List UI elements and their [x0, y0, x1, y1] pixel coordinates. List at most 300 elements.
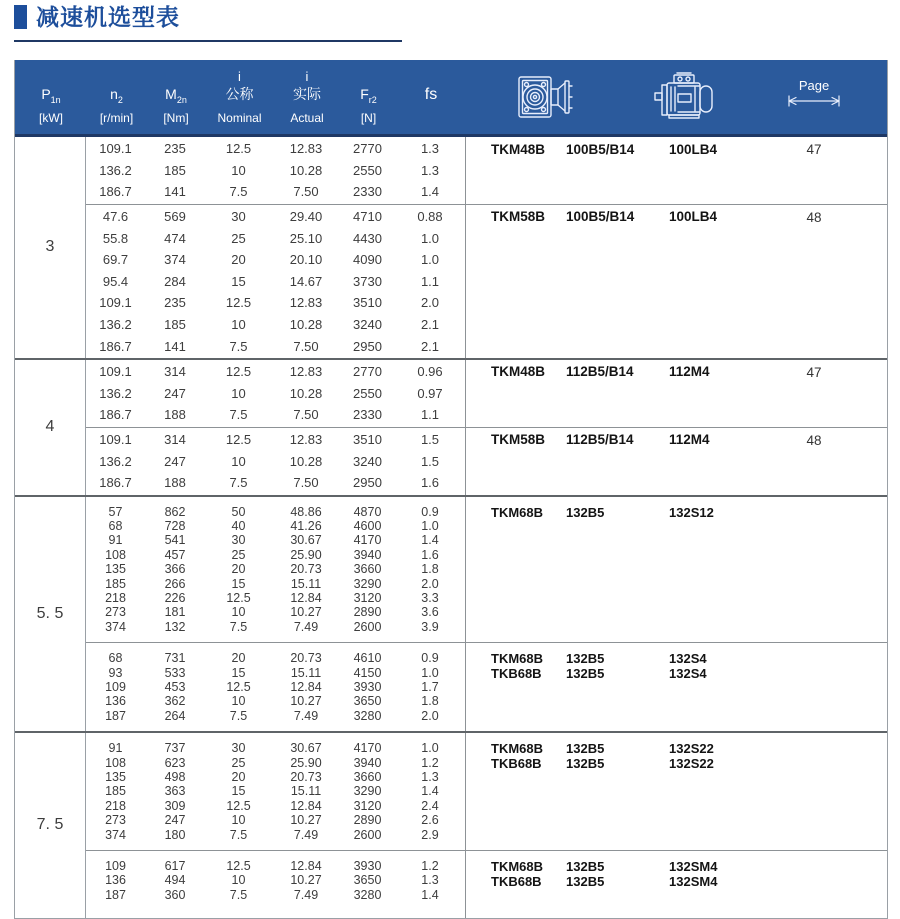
data-cell: 135: [105, 769, 126, 784]
gearbox-model: TKB68B: [491, 665, 542, 681]
flange-size: 132B5: [566, 651, 605, 667]
data-cell: 1.5: [420, 453, 440, 469]
motor-model: 132SM4: [669, 858, 718, 874]
table-row: [86, 709, 465, 723]
gearbox-model: TKB68B: [491, 755, 542, 771]
table-row: [86, 665, 465, 679]
data-cell: 185: [164, 317, 186, 333]
data-cell: 20.73: [290, 562, 322, 577]
data-cell: 20: [231, 252, 246, 268]
data-cell: 15: [231, 784, 246, 799]
data-cell: 737: [164, 741, 186, 756]
data-cell: 48.86: [290, 504, 322, 519]
table-row: [86, 505, 465, 519]
data-cell: 7.49: [293, 887, 319, 902]
data-cell: 20: [231, 769, 246, 784]
data-cell: 2.6: [421, 813, 439, 828]
model-row: [491, 666, 887, 681]
data-cell: 235: [164, 295, 186, 311]
data-cell: 55.8: [102, 230, 129, 246]
data-cell: 0.96: [417, 364, 443, 380]
col-header-unit: [Nm]: [163, 111, 189, 125]
data-cell: 10: [231, 453, 246, 469]
data-cell: 1.4: [420, 184, 440, 200]
section-blocks: [86, 733, 887, 918]
data-cell: 47.6: [102, 209, 129, 225]
flange-size: 112B5/B14: [566, 364, 634, 380]
power-value: 7. 5: [15, 733, 86, 918]
gearbox-model: TKM58B: [491, 432, 546, 448]
data-cell: 7.5: [229, 475, 248, 491]
table-row: [86, 548, 465, 562]
data-cell: 1.0: [420, 230, 440, 246]
data-cell: 226: [164, 591, 186, 606]
data-cell: 10.27: [290, 873, 322, 888]
data-cell: 728: [164, 519, 186, 534]
model-row: [491, 741, 887, 756]
table-row: [86, 429, 465, 451]
data-cell: 1.1: [420, 407, 440, 423]
motor-model: 132S12: [669, 504, 714, 520]
data-cell: 4170: [353, 533, 382, 548]
motor-model: 132S22: [669, 755, 714, 771]
data-rows: [86, 428, 465, 495]
data-cell: 0.88: [417, 209, 443, 225]
data-cell: 7.5: [229, 708, 248, 723]
data-cell: 731: [164, 651, 186, 666]
power-value: 4: [15, 360, 86, 495]
table-row: [86, 770, 465, 784]
data-cell: 569: [164, 209, 186, 225]
data-cell: 2.1: [420, 338, 440, 354]
col-header-symbol: $F_{r2}$: [360, 86, 377, 105]
data-cell: 12.83: [289, 295, 323, 311]
col-header-top: i: [238, 69, 241, 85]
data-cell: 132: [164, 619, 186, 634]
model-row: [491, 651, 887, 666]
table-row: [86, 314, 465, 336]
power-section: [15, 137, 887, 358]
data-cell: 109.1: [99, 141, 132, 157]
data-cell: 10.28: [289, 385, 323, 401]
data-cell: 25.10: [289, 230, 323, 246]
data-cell: 494: [164, 873, 186, 888]
table-row: [86, 292, 465, 314]
data-cell: 3.3: [421, 591, 439, 606]
table-row: [86, 206, 465, 228]
data-cell: 187: [105, 708, 126, 723]
col-header-fs: [396, 60, 466, 134]
data-cell: 7.5: [229, 887, 248, 902]
data-cell: 1.2: [421, 858, 439, 873]
data-cell: 186.7: [99, 338, 132, 354]
data-cell: 12.5: [225, 432, 252, 448]
data-cell: 1.1: [420, 273, 440, 289]
data-cell: 30: [231, 741, 246, 756]
data-cell: 109.1: [99, 364, 132, 380]
header-icons-zone: [466, 60, 887, 134]
table-row: [86, 227, 465, 249]
data-cell: 1.3: [421, 873, 439, 888]
data-cell: 3290: [353, 576, 382, 591]
data-cell: 10: [231, 813, 246, 828]
table-row: [86, 755, 465, 769]
data-cell: 109.1: [99, 295, 132, 311]
data-cell: 188: [164, 475, 186, 491]
data-cell: 453: [164, 679, 186, 694]
model-row: [491, 505, 887, 520]
page-column-header: [782, 78, 846, 107]
data-cell: 7.49: [293, 708, 319, 723]
data-cell: 1.0: [421, 741, 439, 756]
data-cell: 3650: [353, 694, 382, 709]
section-blocks: [86, 137, 887, 358]
data-cell: 12.83: [289, 364, 323, 380]
data-cell: 2.9: [421, 827, 439, 842]
data-cell: 12.5: [225, 295, 252, 311]
data-cell: 25.90: [290, 755, 322, 770]
page-title: 减速机选型表: [36, 3, 180, 30]
table-row: [86, 249, 465, 271]
table-row: [86, 799, 465, 813]
power-section: [15, 358, 887, 495]
ratio-block: [86, 204, 887, 358]
data-cell: 15: [231, 665, 246, 680]
data-cell: 30: [231, 209, 246, 225]
data-cell: 623: [164, 755, 186, 770]
motor-model: 100LB4: [669, 141, 718, 157]
data-cell: 1.5: [420, 432, 440, 448]
data-cell: 25: [231, 230, 246, 246]
table-row: [86, 138, 465, 160]
data-cell: 1.6: [421, 547, 439, 562]
data-cell: 10.27: [290, 813, 322, 828]
data-cell: 4430: [353, 230, 382, 246]
col-header-unit: [r/min]: [99, 111, 134, 125]
data-cell: 109: [105, 858, 126, 873]
data-cell: 4090: [353, 252, 382, 268]
table-row: [86, 361, 465, 383]
data-cell: 141: [164, 338, 186, 354]
data-cell: 10.27: [290, 605, 322, 620]
data-cell: 12.5: [226, 591, 251, 606]
data-cell: 180: [164, 827, 186, 842]
model-area: [465, 360, 887, 427]
model-area: [465, 137, 887, 204]
data-cell: 3510: [353, 295, 382, 311]
data-cell: 2770: [353, 141, 382, 157]
col-header-unit: [kW]: [39, 111, 63, 125]
data-cell: 68: [108, 519, 123, 534]
electric-motor-icon: [654, 72, 720, 122]
power-value: 3: [15, 137, 86, 358]
ratio-block: [86, 137, 887, 204]
table-row: [86, 181, 465, 203]
data-cell: 20.73: [290, 769, 322, 784]
data-cell: 14.67: [289, 273, 323, 289]
model-row: [491, 874, 887, 889]
table-row: [86, 651, 465, 665]
data-cell: 2.4: [421, 798, 439, 813]
data-cell: 91: [108, 741, 123, 756]
table-row: [86, 680, 465, 694]
data-cell: 1.0: [421, 519, 439, 534]
data-cell: 186.7: [99, 184, 132, 200]
page-number: 48: [806, 432, 822, 448]
page-title-area: [14, 5, 180, 29]
data-cell: 10: [231, 694, 246, 709]
data-cell: 136.2: [99, 162, 132, 178]
data-cell: 284: [164, 273, 186, 289]
ratio-block: [86, 850, 887, 918]
table-row: [86, 271, 465, 293]
data-cell: 20: [231, 651, 246, 666]
table-row: [86, 335, 465, 357]
flange-size: 132B5: [566, 504, 605, 520]
data-cell: 218: [105, 591, 126, 606]
model-area: [465, 205, 887, 358]
data-cell: 185: [164, 162, 186, 178]
data-cell: 7.50: [293, 184, 319, 200]
power-section: [15, 495, 887, 731]
gearbox-model: TKM68B: [491, 504, 544, 520]
gearbox-model: TKM58B: [491, 209, 546, 225]
data-cell: 186.7: [99, 407, 132, 423]
col-header-top: i: [305, 69, 309, 85]
data-cell: 186.7: [99, 475, 132, 491]
page-range-arrow-icon: [787, 95, 841, 107]
data-cell: 218: [105, 798, 126, 813]
data-cell: 108: [105, 755, 126, 770]
gearbox-model: TKM48B: [491, 141, 546, 157]
ratio-block: [86, 427, 887, 495]
data-cell: 2600: [353, 619, 382, 634]
motor-model: 132S4: [669, 665, 707, 681]
data-cell: 20.73: [290, 651, 322, 666]
data-cell: 235: [164, 141, 186, 157]
data-cell: 3120: [353, 798, 382, 813]
data-rows: [86, 851, 465, 918]
data-cell: 91: [108, 533, 123, 548]
motor-model: 132S22: [669, 740, 714, 756]
model-row: [491, 859, 887, 874]
data-cell: 188: [164, 407, 186, 423]
table-header: [15, 60, 887, 134]
model-area: [465, 428, 887, 495]
data-cell: 1.6: [420, 475, 440, 491]
data-cell: 10: [231, 385, 246, 401]
data-cell: 7.5: [229, 827, 248, 842]
gearbox-model: TKM48B: [491, 364, 546, 380]
col-header-fr2: [341, 60, 396, 134]
data-cell: 12.5: [225, 364, 252, 380]
data-cell: 314: [164, 432, 186, 448]
data-cell: 1.4: [421, 887, 439, 902]
flange-size: 100B5/B14: [566, 141, 635, 157]
data-cell: 15: [231, 576, 246, 591]
data-cell: 12.84: [290, 679, 322, 694]
data-rows: [86, 733, 465, 850]
col-header-symbol: 实际: [293, 86, 321, 103]
gearbox-model: TKM68B: [491, 858, 544, 874]
model-area: [465, 733, 887, 850]
data-cell: 40: [231, 519, 246, 534]
data-cell: 30.67: [290, 741, 322, 756]
col-header-unit: [N]: [360, 111, 377, 125]
data-cell: 1.4: [421, 533, 439, 548]
data-cell: 3.9: [421, 619, 439, 634]
data-cell: 30: [231, 533, 246, 548]
data-cell: 109: [105, 679, 126, 694]
data-cell: 15: [231, 273, 246, 289]
data-cell: 3280: [353, 708, 382, 723]
data-cell: 3650: [353, 873, 382, 888]
data-cell: 3730: [353, 273, 382, 289]
data-cell: 457: [164, 547, 186, 562]
data-cell: 360: [164, 887, 186, 902]
col-header-symbol: $P_{1n}$: [41, 86, 61, 105]
data-cell: 95.4: [102, 273, 129, 289]
data-cell: 10: [231, 317, 246, 333]
data-cell: 309: [164, 798, 186, 813]
data-cell: 2.0: [421, 576, 439, 591]
data-cell: 2950: [353, 338, 382, 354]
motor-model: 132S4: [669, 651, 707, 667]
table-row: [86, 827, 465, 841]
data-cell: 7.5: [229, 407, 248, 423]
col-header-symbol: $M_{2n}$: [165, 86, 187, 105]
data-cell: 93: [108, 665, 123, 680]
data-cell: 2330: [353, 407, 382, 423]
data-cell: 4710: [353, 209, 382, 225]
data-cell: 187: [105, 887, 126, 902]
data-cell: 3660: [353, 769, 382, 784]
motor-model: 112M4: [669, 432, 710, 448]
data-cell: 3280: [353, 887, 382, 902]
worm-gearbox-icon: [514, 70, 574, 124]
page-number: 47: [806, 364, 822, 380]
ratio-block: [86, 733, 887, 850]
col-header-unit: Nominal: [217, 111, 262, 125]
col-header-symbol: 公称: [225, 86, 254, 103]
page-header-label: Page: [798, 78, 830, 93]
data-cell: 2950: [353, 475, 382, 491]
table-row: [86, 887, 465, 901]
data-cell: 3940: [353, 755, 382, 770]
motor-model: 100LB4: [669, 209, 718, 225]
data-cell: 3510: [353, 432, 382, 448]
data-cell: 2.0: [421, 708, 439, 723]
data-cell: 136: [105, 873, 126, 888]
table-row: [86, 576, 465, 590]
flange-size: 112B5/B14: [566, 432, 634, 448]
data-cell: 1.3: [421, 769, 439, 784]
power-section: [15, 731, 887, 918]
data-cell: 1.4: [421, 784, 439, 799]
data-cell: 1.3: [420, 162, 440, 178]
data-cell: 374: [105, 619, 126, 634]
table-row: [86, 741, 465, 755]
data-rows: [86, 205, 465, 358]
data-cell: 2550: [353, 162, 382, 178]
data-cell: 68: [108, 651, 123, 666]
power-value: 5. 5: [15, 497, 86, 731]
data-cell: 12.83: [289, 432, 323, 448]
data-cell: 7.5: [229, 619, 248, 634]
data-cell: 185: [105, 784, 126, 799]
data-rows: [86, 137, 465, 204]
data-cell: 10.28: [289, 317, 323, 333]
flange-size: 132B5: [566, 858, 605, 874]
data-cell: 7.50: [293, 407, 319, 423]
data-cell: 15.11: [290, 576, 322, 591]
data-cell: 266: [164, 576, 186, 591]
col-header-m2n: [146, 60, 206, 134]
data-cell: 25: [231, 755, 246, 770]
data-cell: 0.9: [421, 504, 439, 519]
col-header-i-nominal: [206, 60, 273, 134]
data-cell: 2.1: [420, 317, 440, 333]
data-cell: 69.7: [102, 252, 129, 268]
table-body: [15, 137, 887, 918]
model-area: [465, 643, 887, 731]
gearbox-model: TKM68B: [491, 740, 544, 756]
data-cell: 185: [105, 576, 126, 591]
table-row: [86, 160, 465, 182]
flange-size: 100B5/B14: [566, 209, 635, 225]
data-cell: 474: [164, 230, 186, 246]
data-cell: 7.49: [293, 827, 319, 842]
data-cell: 12.84: [290, 798, 322, 813]
data-cell: 29.40: [289, 209, 323, 225]
data-cell: 10: [231, 605, 246, 620]
col-header-symbol: $n_2$: [110, 86, 123, 105]
data-cell: 3240: [353, 453, 382, 469]
data-cell: 1.2: [421, 755, 439, 770]
data-cell: 7.50: [293, 338, 319, 354]
data-cell: 362: [164, 694, 186, 709]
data-cell: 4150: [353, 665, 382, 680]
col-header-p1n: [15, 60, 87, 134]
data-cell: 20: [231, 562, 246, 577]
gearbox-model: TKM68B: [491, 651, 544, 667]
data-cell: 366: [164, 562, 186, 577]
data-cell: 108: [105, 547, 126, 562]
data-cell: 181: [164, 605, 186, 620]
model-row: [491, 756, 887, 771]
data-cell: 4170: [353, 741, 382, 756]
data-cell: 12.5: [226, 858, 251, 873]
data-cell: 25: [231, 547, 246, 562]
data-cell: 12.83: [289, 141, 323, 157]
section-blocks: [86, 360, 887, 495]
data-cell: 136.2: [99, 453, 132, 469]
data-cell: 2890: [353, 813, 382, 828]
data-cell: 20.10: [289, 252, 323, 268]
data-cell: 3930: [353, 858, 382, 873]
data-cell: 1.0: [421, 665, 439, 680]
data-cell: 363: [164, 784, 186, 799]
selection-table: [14, 60, 888, 919]
table-row: [86, 784, 465, 798]
data-cell: 136: [105, 694, 126, 709]
table-row: [86, 873, 465, 887]
data-rows: [86, 497, 465, 643]
table-row: [86, 562, 465, 576]
data-cell: 541: [164, 533, 186, 548]
title-bullet-square: [14, 5, 27, 29]
data-cell: 10.28: [289, 453, 323, 469]
